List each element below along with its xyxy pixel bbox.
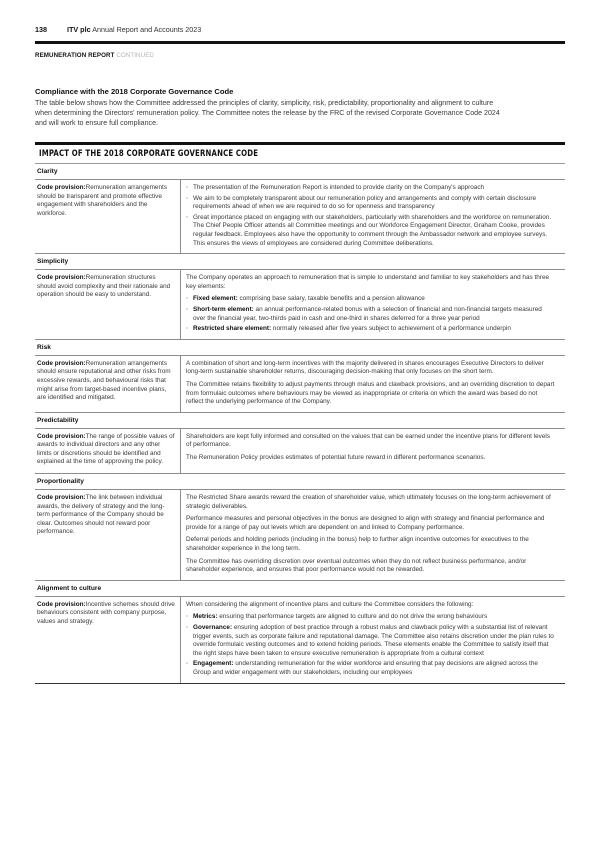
section-label — [35, 52, 154, 59]
bullet-text: comprising base salary, taxable benefits and a pension allowance — [237, 295, 425, 303]
code-provision-cell — [35, 490, 181, 580]
response-bullet — [186, 660, 555, 677]
response-paragraph: Shareholders are kept fully informed and consulted on the values that can be earned under the incentive plans for different levels of performance. — [186, 432, 551, 449]
bullet-term: Short-term element: — [193, 305, 254, 313]
response-bullet — [186, 214, 555, 248]
table-row — [35, 270, 565, 340]
table-title — [35, 145, 565, 164]
response-paragraph: The Committee has overriding discretion over eventual outcomes when they do not reflect business performance, and/or shareholder experience, and ensures that poor performance would not be rewarded. — [186, 557, 527, 574]
intro — [35, 87, 505, 128]
report-title: Annual Report and Accounts 2023 — [92, 25, 202, 34]
code-provision-cell — [35, 597, 181, 683]
code-provision-text: The link between individual awards, the delivery of strategy and the long-term performance of the Company should be clear. Outcomes should not reward poor performance. — [37, 494, 165, 536]
response-paragraph: When considering the alignment of incentive plans and culture the Committee considers the following: — [186, 600, 474, 608]
response-cell — [181, 180, 565, 253]
response-bullet — [186, 613, 555, 622]
response-paragraph: Deferral periods and holding periods (including in the bonus) help to further align incentive outcomes for executives to the shareholder experience in the long term. — [186, 536, 529, 553]
brand-name: ITV plc — [67, 25, 91, 34]
code-provision-label: Code provision: — [37, 184, 86, 191]
table-row — [35, 356, 565, 413]
header-rule — [35, 41, 565, 44]
response-bullet — [186, 325, 555, 334]
bullet-term: Fixed element: — [193, 295, 238, 303]
intro-body: The table below shows how the Committee addressed the principles of clarity, simplicity, risk, predictability, proportionality and alignment to culture when determining the Directors' remuneration policy. The Committee notes the release by the FRC of the revised Corporate Governance Code 2024 and will work to ensure full compliance. — [35, 99, 500, 127]
bullet-text: We aim to be completely transparent about our remuneration policy and arrangements and comply with certain disclosure requirements ahead of when we are required to do so for openness and transparency — [193, 194, 537, 211]
response-bullet-list — [186, 184, 555, 248]
table-row — [35, 429, 565, 474]
bullet-term: Restricted share element: — [193, 325, 272, 333]
response-paragraph: The Restricted Share awards reward the creation of shareholder value, which ultimately focuses on the long-term achievement of strategic deliverables. — [186, 494, 551, 510]
response-bullet — [186, 624, 555, 658]
code-provision-label: Code provision: — [37, 359, 86, 367]
bullet-text: The presentation of the Remuneration Report is intended to provide clarity on the Company's approach — [193, 184, 485, 191]
response-cell — [181, 490, 565, 580]
response-cell — [181, 429, 565, 473]
page-header — [35, 25, 565, 34]
bullet-text: understanding remuneration for the wider workforce and ensuring that pay decisions are aligned across the Group and wider engagement with our stakeholders, including our employees — [193, 660, 538, 676]
bullet-text: normally released after five years subject to achievement of a performance underpin — [271, 325, 511, 333]
table-row — [35, 597, 565, 683]
response-paragraph: A combination of short and long-term incentives with the majority delivered in shares encourages Executive Directors to deliver long-term sustainable shareholder returns, discouraging decision-making that only focuses on the short term. — [186, 359, 544, 376]
code-provision-text: Remuneration structures should avoid complexity and their rationale and operation should be easy to understand. — [37, 274, 171, 299]
table-row — [35, 490, 565, 581]
section-heading: Clarity — [35, 164, 565, 180]
response-paragraph: The Committee retains flexibility to adjust payments through malus and clawback provisions, and an overriding discretion to depart from formulaic outcomes where behaviours may be viewed as inappropriate or criteria on which the award was based do not reflect the underlying performance of the Company. — [186, 380, 555, 406]
section-heading: Alignment to culture — [35, 581, 565, 597]
page-number: 138 — [35, 25, 47, 34]
response-cell — [181, 270, 565, 339]
response-bullet — [186, 306, 555, 323]
table-body — [35, 164, 565, 683]
response-bullet-list — [186, 613, 555, 677]
intro-heading: Compliance with the 2018 Corporate Governance Code — [35, 87, 234, 96]
section-suffix: CONTINUED — [116, 52, 154, 59]
section-heading: Simplicity — [35, 254, 565, 270]
code-provision-text: Incentive schemes should drive behaviours consistent with company purpose, values and strategy. — [37, 600, 175, 625]
response-paragraph: The Remuneration Policy provides estimates of potential future reward in different performance scenarios. — [186, 453, 486, 461]
bullet-text: ensuring that performance targets are aligned to culture and do not drive the wrong behaviours — [217, 613, 488, 621]
response-cell — [181, 356, 565, 412]
code-provision-cell — [35, 270, 181, 339]
section-heading: Risk — [35, 340, 565, 356]
section-name: REMUNERATION REPORT — [35, 52, 115, 59]
table-row — [35, 180, 565, 254]
code-provision-cell — [35, 180, 181, 253]
response-bullet — [186, 295, 555, 304]
bullet-term: Governance: — [193, 624, 233, 631]
section-heading: Predictability — [35, 413, 565, 429]
response-cell — [181, 597, 565, 683]
bullet-term: Engagement: — [193, 660, 234, 668]
response-bullet — [186, 184, 555, 193]
code-provision-label: Code provision: — [37, 432, 86, 440]
bullet-text: an annual performance-related bonus with a selection of financial and non-financial targets measured over the financial year, two-thirds paid in cash and one-third in shares deferred for a three year period — [193, 305, 542, 322]
response-bullet — [186, 195, 555, 212]
response-bullet-list — [186, 295, 555, 333]
code-provision-cell — [35, 356, 181, 412]
section-heading: Proportionality — [35, 474, 565, 490]
code-provision-text: Remuneration arrangements should ensure reputational and other risks from excessive rewards, and behavioural risks that might arise from target-based incentive plans, are identified and mitigated. — [37, 359, 171, 402]
table-title-text: IMPACT OF THE 2018 CORPORATE GOVERNANCE CODE — [39, 149, 259, 159]
code-provision-text: Remuneration arrangements should be transparent and promote effective engagement with shareholders and the workforce. — [37, 184, 168, 217]
code-provision-cell — [35, 429, 181, 473]
code-provision-label: Code provision: — [37, 600, 86, 608]
governance-table — [35, 142, 565, 684]
code-provision-label: Code provision: — [37, 494, 86, 502]
bullet-text: ensuring adoption of best practice through a robust malus and clawback policy with a substantial list of relevant trigger events, such as corporate failure and reputational damage. The Committee also retains discretion under the plan rules to override formulaic vesting outcomes and to extend holding periods. These elements enable the Committee to satisfy itself that the right steps have been taken to ensure executive remuneration is appropriate from a cultural context — [193, 624, 554, 657]
code-provision-label: Code provision: — [37, 274, 86, 282]
response-paragraph: The Company operates an approach to remuneration that is simple to understand and familiar to key stakeholders and has three key elements: — [186, 274, 550, 290]
response-paragraph: Performance measures and personal objectives in the bonus are designed to align with strategy and financial performance and provide for a range of pay out levels which are dependent on and linked to Company performance. — [186, 515, 545, 531]
code-provision-text: The range of possible values of awards to individual directors and any other limits or discretions should be identified and explained at the time of approving the policy. — [37, 432, 175, 466]
bullet-term: Metrics: — [193, 613, 218, 621]
bullet-text: Great importance placed on engaging with our stakeholders, particularly with shareholders and the workforce on remuneration. The Chief People Officer attends all Committee meetings and our Workforce Engagement Director, Graham Cooke, provides regular feedback. Employees also have the opportunity to comment through the Ambassador network and employee surveys. This ensures the views of employees are considered during Committee deliberations. — [193, 213, 552, 247]
